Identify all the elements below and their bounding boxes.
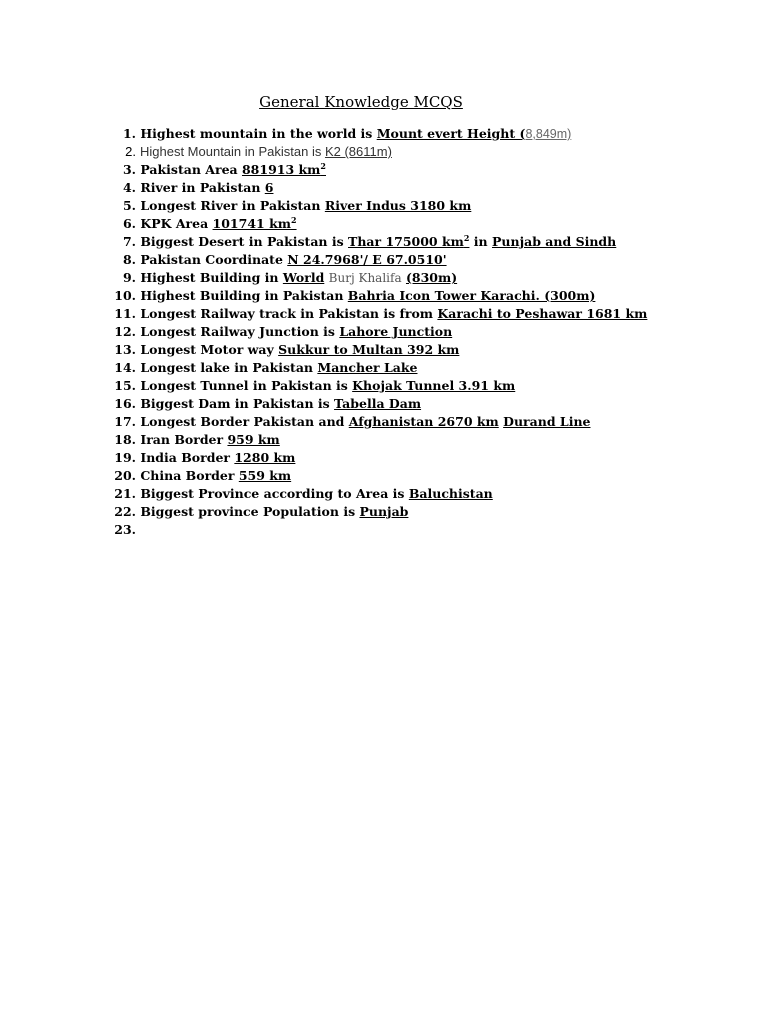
item-answer-secondary: Burj Khalifa <box>328 271 402 285</box>
item-answer-secondary: Punjab and Sindh <box>492 234 617 249</box>
item-question: Biggest Province according to Area is <box>140 486 409 501</box>
item-question: Highest Building in <box>140 270 283 285</box>
superscript: 2 <box>290 215 297 225</box>
item-number: 8. <box>122 252 136 267</box>
list-item <box>96 359 716 377</box>
item-answer: Mancher Lake <box>317 360 418 375</box>
item-number: 14. <box>114 360 136 375</box>
item-number: 13. <box>114 342 136 357</box>
list-item <box>96 233 716 251</box>
item-number: 12. <box>114 324 136 339</box>
item-number: 4. <box>122 180 136 195</box>
item-number: 7. <box>122 234 136 249</box>
superscript: 2 <box>463 233 470 243</box>
list-item <box>96 269 716 287</box>
item-question: Biggest Dam in Pakistan is <box>140 396 335 411</box>
item-question: Longest lake in Pakistan <box>140 360 318 375</box>
item-number: 11. <box>114 306 136 321</box>
list-item <box>96 305 716 323</box>
item-number: 22. <box>114 504 136 519</box>
item-answer: K2 (8611m) <box>324 144 392 159</box>
item-answer: Lahore Junction <box>339 324 453 339</box>
item-number: 21. <box>114 486 136 501</box>
list-item <box>96 143 716 161</box>
item-question: Pakistan Coordinate <box>140 252 288 267</box>
item-number: 20. <box>114 468 136 483</box>
item-number: 2. <box>125 144 136 159</box>
list-item <box>96 215 716 233</box>
item-question: Longest Railway Junction is <box>140 324 340 339</box>
list-item <box>96 377 716 395</box>
item-answer: 1280 km <box>234 450 296 465</box>
mcq-list <box>96 125 716 539</box>
item-number: 18. <box>114 432 136 447</box>
item-question: Longest River in Pakistan <box>140 198 325 213</box>
item-answer: Thar 175000 $km^2$ <box>348 233 470 249</box>
item-number: 9. <box>122 270 136 285</box>
item-answer: World <box>282 270 325 285</box>
item-answer: Baluchistan <box>408 486 493 501</box>
item-number: 15. <box>114 378 136 393</box>
item-number: 16. <box>114 396 136 411</box>
list-item <box>96 323 716 341</box>
list-item <box>96 161 716 179</box>
list-item <box>96 485 716 503</box>
item-question: Highest Building in Pakistan <box>140 288 348 303</box>
item-question: Longest Tunnel in Pakistan is <box>140 378 353 393</box>
item-answer: Karachi to Peshawar 1681 km <box>437 306 648 321</box>
item-question: Highest Mountain in Pakistan is <box>139 144 325 159</box>
item-number: 17. <box>114 414 136 429</box>
page-title: General Knowledge MCQS <box>259 93 463 111</box>
item-answer: Mount evert Height ( <box>376 126 526 141</box>
item-number: 1. <box>122 126 136 141</box>
item-question: Longest Motor way <box>140 342 279 357</box>
item-answer: Khojak Tunnel 3.91 km <box>352 378 516 393</box>
item-answer-tail: 8,849m) <box>525 127 572 141</box>
item-answer: 6 <box>264 180 274 195</box>
item-number: 19. <box>114 450 136 465</box>
item-answer: 959 km <box>227 432 280 447</box>
item-question: Highest mountain in the world is <box>140 126 377 141</box>
list-item <box>96 395 716 413</box>
item-answer: Punjab <box>359 504 409 519</box>
list-item <box>96 179 716 197</box>
item-connector: in <box>469 234 492 249</box>
list-item <box>96 449 716 467</box>
list-item <box>96 467 716 485</box>
item-number: 6. <box>122 216 136 231</box>
item-question: Biggest Desert in Pakistan is <box>140 234 349 249</box>
item-question: River in Pakistan <box>140 180 265 195</box>
superscript: 2 <box>320 161 326 171</box>
item-number: 3. <box>122 162 136 177</box>
item-question: Longest Border Pakistan and <box>140 414 349 429</box>
item-answer: Afghanistan 2670 km <box>348 414 499 429</box>
list-item <box>96 503 716 521</box>
item-question: Biggest province Population is <box>140 504 360 519</box>
item-question: China Border <box>140 468 239 483</box>
item-question: KPK Area <box>140 216 213 231</box>
list-item <box>96 341 716 359</box>
item-answer: 101741 $km^2$ <box>212 215 297 231</box>
item-answer: N 24.7968'/ E 67.0510' <box>287 252 447 267</box>
list-item <box>96 125 716 143</box>
list-item <box>96 521 716 539</box>
item-answer: Sukkur to Multan 392 km <box>278 342 460 357</box>
item-answer: Tabella Dam <box>334 396 422 411</box>
list-item <box>96 197 716 215</box>
item-number: 23. <box>114 522 136 537</box>
item-answer: 559 km <box>238 468 292 483</box>
item-number: 5. <box>122 198 136 213</box>
item-question: Longest Railway track in Pakistan is from <box>140 306 438 321</box>
item-answer-tertiary: (830m) <box>405 270 458 285</box>
item-answer: River Indus 3180 km <box>324 198 472 213</box>
item-answer: 881913 $km^2$ <box>241 161 326 177</box>
list-item <box>96 287 716 305</box>
list-item <box>96 431 716 449</box>
item-answer: Bahria Icon Tower Karachi. (300m) <box>347 288 596 303</box>
item-number: 10. <box>114 288 136 303</box>
item-question: India Border <box>140 450 235 465</box>
item-question: Iran Border <box>140 432 228 447</box>
list-item <box>96 251 716 269</box>
item-answer-secondary: Durand Line <box>503 414 591 429</box>
item-question: Pakistan Area <box>140 162 242 177</box>
list-item <box>96 413 716 431</box>
